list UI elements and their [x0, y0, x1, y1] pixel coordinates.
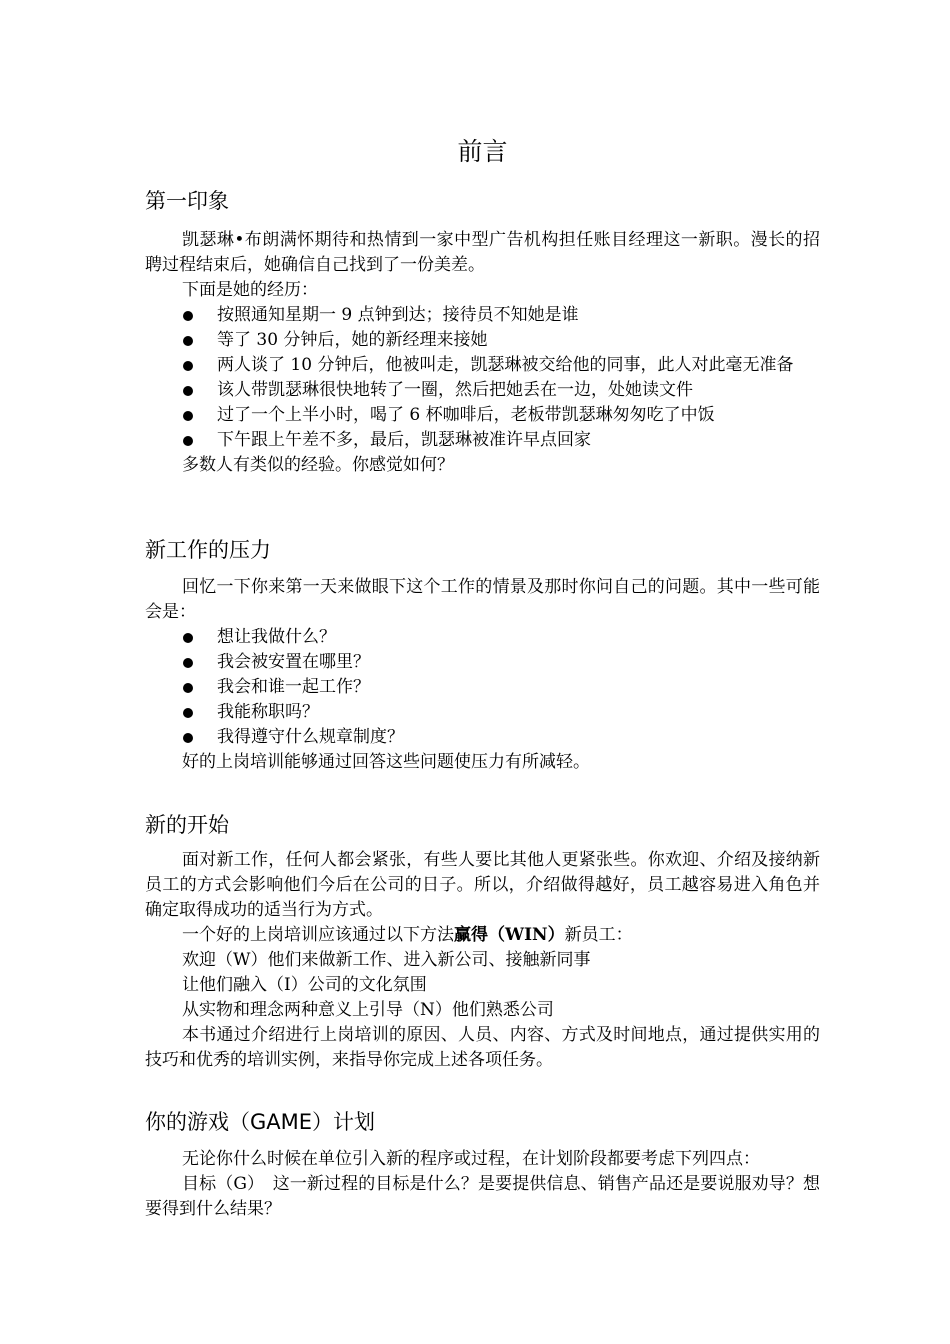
paragraph: 从实物和理念两种意义上引导（N）他们熟悉公司	[182, 1000, 554, 1020]
bullet-icon	[183, 683, 193, 693]
bullet-icon	[183, 336, 193, 346]
paragraph: 多数人有类似的经验。你感觉如何？	[182, 455, 454, 475]
bullet-list	[145, 625, 820, 750]
list-item: 我会被安置在哪里？	[145, 650, 820, 675]
list-item: 我能称职吗？	[145, 700, 820, 725]
bullet-icon	[183, 633, 193, 643]
paragraph: 好的上岗培训能够通过回答这些问题使压力有所减轻。	[182, 752, 590, 772]
paragraph: 无论你什么时候在单位引入新的程序或过程，在计划阶段都要考虑下列四点：	[182, 1149, 760, 1169]
list-item: 该人带凯瑟琳很快地转了一圈，然后把她丢在一边，处她读文件	[145, 378, 820, 403]
list-item: 我得遵守什么规章制度？	[145, 725, 820, 750]
section-heading: 第一印象	[145, 189, 229, 213]
list-item: 下午跟上午差不多，最后，凯瑟琳被准许早点回家	[145, 428, 820, 453]
section-first-impression	[145, 228, 820, 478]
bullet-icon	[183, 733, 193, 743]
section-game-plan	[145, 1147, 820, 1222]
section-new-start	[145, 848, 820, 1073]
bullet-icon	[183, 361, 193, 371]
paragraph: 目标（G） 这一新过程的目标是什么？是要提供信息、销售产品还是要说服劝导？想要得到什么结果？	[145, 1174, 820, 1219]
section-heading: 新工作的压力	[145, 538, 271, 562]
paragraph: 回忆一下你来第一天来做眼下这个工作的情景及那时你问自己的问题。其中一些可能会是：	[145, 577, 820, 622]
paragraph: 面对新工作，任何人都会紧张，有些人要比其他人更紧张些。你欢迎、介绍及接纳新员工的方式会影响他们今后在公司的日子。所以，介绍做得越好，员工越容易进入角色并确定取得成功的适当行为方式。	[145, 850, 820, 920]
bullet-list	[145, 303, 820, 453]
bullet-icon	[183, 386, 193, 396]
bullet-icon	[183, 311, 193, 321]
page-title: 前言	[457, 137, 508, 166]
section-new-job-pressure	[145, 575, 820, 775]
list-item: 我会和谁一起工作？	[145, 675, 820, 700]
paragraph: 让他们融入（I）公司的文化氛围	[182, 975, 427, 995]
list-item: 按照通知星期一 9 点钟到达；接待员不知她是谁	[145, 303, 820, 328]
list-item: 想让我做什么？	[145, 625, 820, 650]
win-emphasis: 赢得（WIN）	[454, 925, 565, 945]
paragraph: 欢迎（W）他们来做新工作、进入新公司、接触新同事	[182, 950, 591, 970]
bullet-icon	[183, 436, 193, 446]
paragraph: 凯瑟琳•布朗满怀期待和热情到一家中型广告机构担任账目经理这一新职。漫长的招聘过程结束后，她确信自己找到了一份美差。	[145, 230, 820, 275]
paragraph: 一个好的上岗培训应该通过以下方法赢得（WIN）新员工：	[182, 925, 633, 945]
bullet-icon	[183, 708, 193, 718]
bullet-icon	[183, 411, 193, 421]
section-heading: 你的游戏（GAME）计划	[145, 1110, 376, 1134]
list-item: 等了 30 分钟后，她的新经理来接她	[145, 328, 820, 353]
paragraph: 本书通过介绍进行上岗培训的原因、人员、内容、方式及时间地点，通过提供实用的技巧和优秀的培训实例，来指导你完成上述各项任务。	[145, 1025, 820, 1070]
list-item: 过了一个上半小时，喝了 6 杯咖啡后，老板带凯瑟琳匆匆吃了中饭	[145, 403, 820, 428]
bullet-icon	[183, 658, 193, 668]
paragraph: 下面是她的经历：	[182, 280, 318, 300]
section-heading: 新的开始	[145, 813, 229, 837]
list-item: 两人谈了 10 分钟后，他被叫走，凯瑟琳被交给他的同事，此人对此毫无准备	[145, 353, 820, 378]
